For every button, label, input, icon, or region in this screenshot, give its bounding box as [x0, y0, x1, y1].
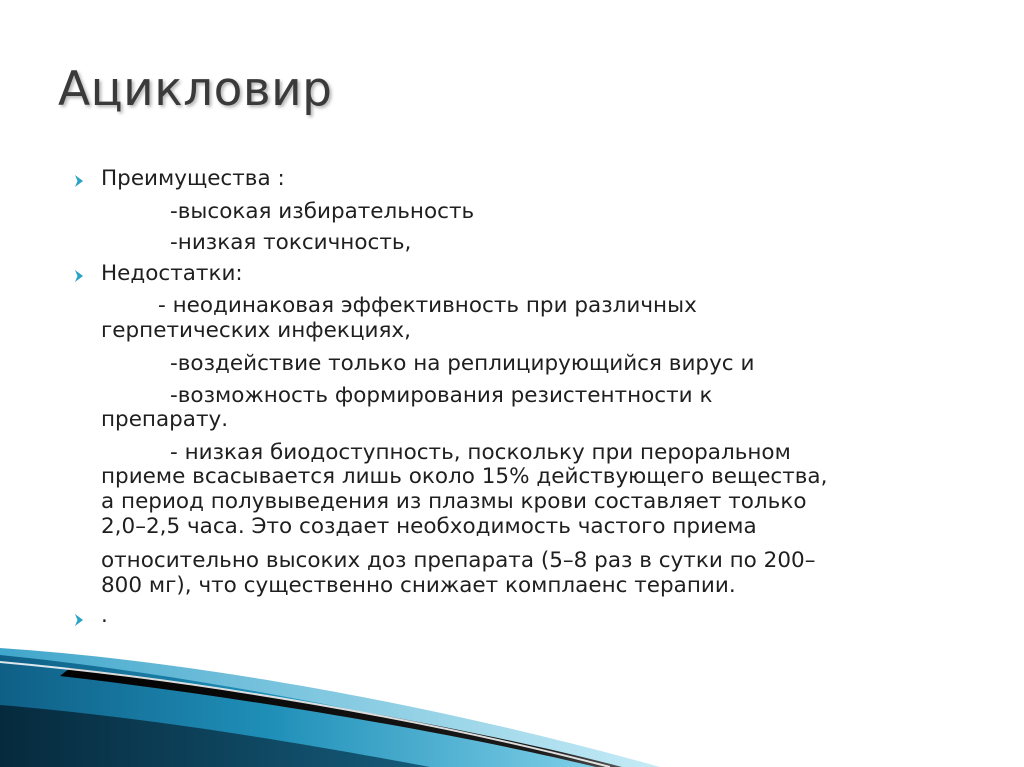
chevron-right-icon [74, 614, 84, 626]
chevron-right-icon [74, 270, 84, 282]
advantages-header: Преимущества : [101, 166, 285, 191]
disadvantages-header: Недостатки: [101, 261, 243, 286]
disadvantage-item-line: - неодинаковая эффективность при различных [158, 293, 697, 318]
disadvantage-item-line: приеме всасывается лишь около 15% действующего вещества, [101, 464, 828, 489]
chevron-right-icon [74, 175, 84, 187]
disadvantage-item-line: герпетических инфекциях, [101, 318, 411, 343]
disadvantage-item-line: - низкая биодоступность, поскольку при пероральном [170, 440, 791, 465]
disadvantage-item-line: -возможность формирования резистентности к [170, 383, 713, 408]
advantage-item: -низкая токсичность, [170, 230, 412, 255]
disadvantage-item-line: 2,0–2,5 часа. Это создает необходимость частого приема [101, 514, 757, 539]
disadvantage-item: -воздействие только на реплицирующийся вирус и [170, 351, 755, 376]
disadvantage-item-line: 800 мг), что существенно снижает комплаенс терапии. [101, 573, 736, 598]
disadvantage-item-line: относительно высоких доз препарата (5–8 раз в сутки по 200– [101, 548, 816, 573]
slide-title: Ацикловир [58, 62, 333, 117]
disadvantage-item-line: препарату. [101, 407, 229, 432]
last-bullet-text: . [101, 603, 108, 628]
disadvantage-item-line: а период полувыведения из плазмы крови составляет только [101, 489, 807, 514]
advantage-item: -высокая избирательность [170, 199, 475, 224]
